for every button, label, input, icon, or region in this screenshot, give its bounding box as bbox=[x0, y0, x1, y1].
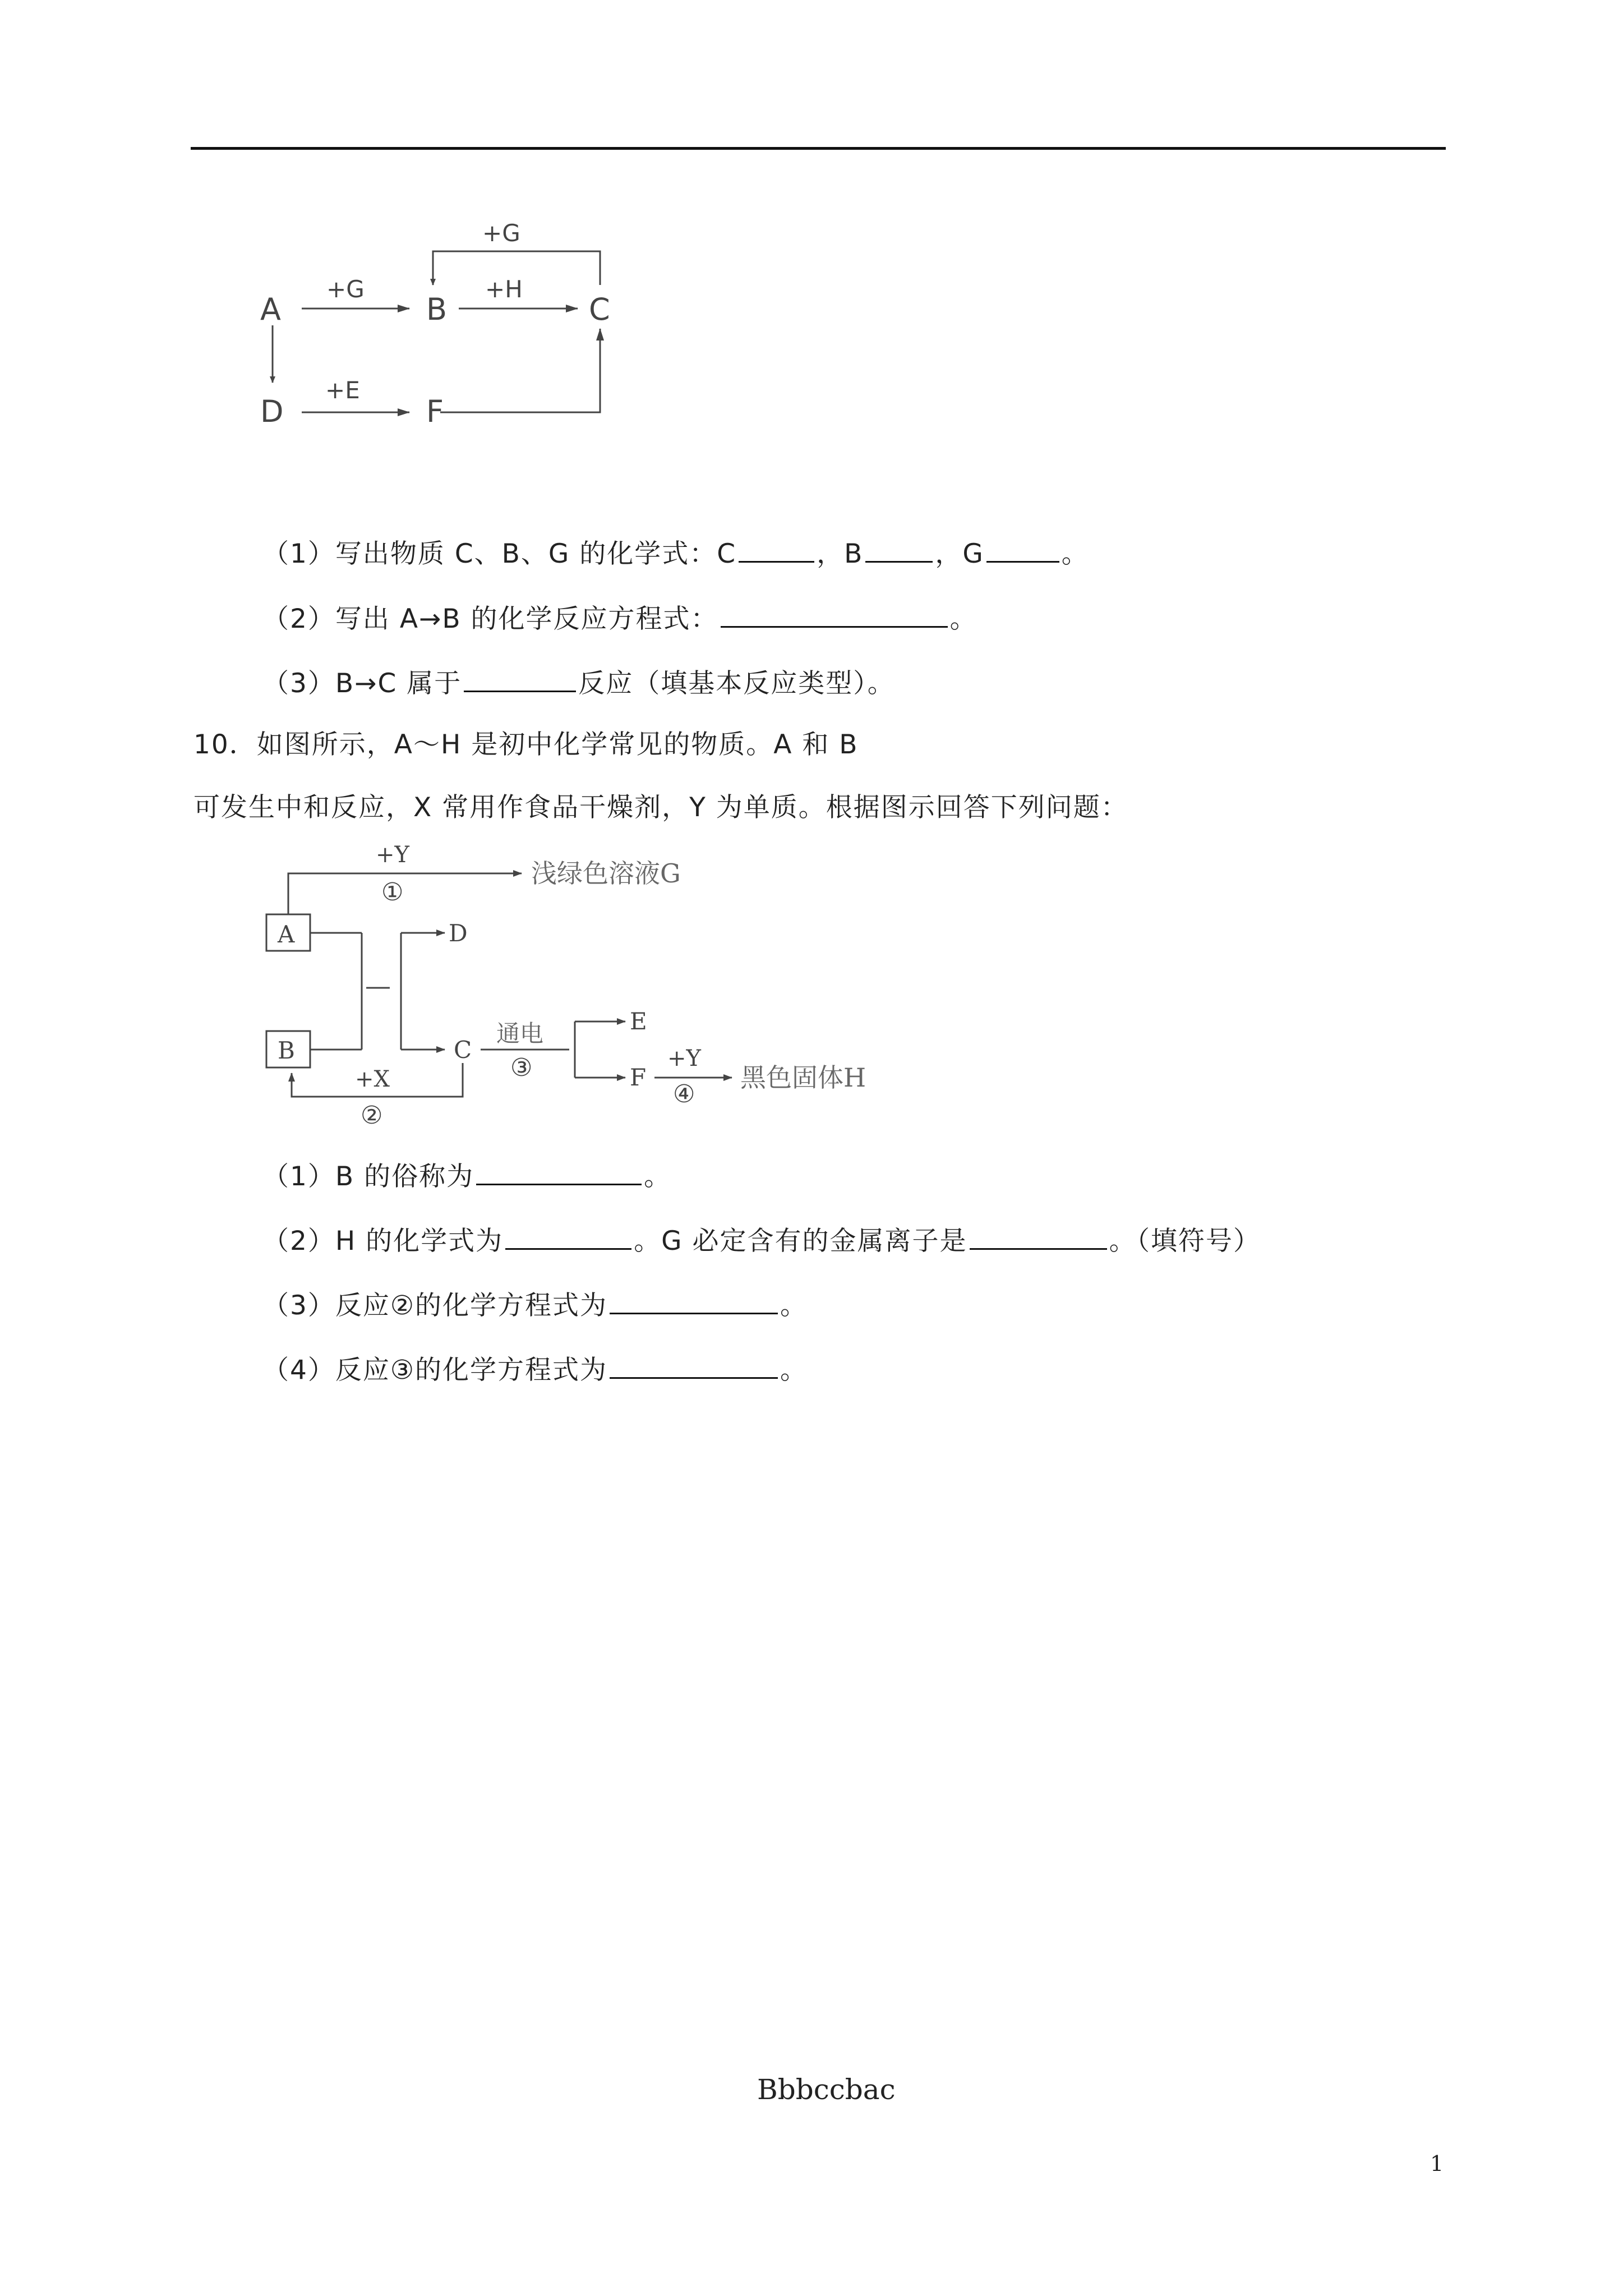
reaction-diagram-1 bbox=[247, 219, 651, 432]
q10-part3-prefix: （3）反应②的化学方程式为 bbox=[262, 1290, 608, 1321]
node-d-label: D bbox=[449, 919, 468, 947]
node-b: B bbox=[426, 292, 448, 327]
q10-part1-end: 。 bbox=[644, 1161, 672, 1192]
answer-blank-equation-2[interactable] bbox=[610, 1286, 778, 1314]
reaction3-number: ③ bbox=[510, 1053, 533, 1082]
q9-part1-end: 。 bbox=[1061, 539, 1089, 569]
q10-part2-end: 。（填符号） bbox=[1109, 1226, 1261, 1257]
q9-part1-sep2: ，G bbox=[935, 539, 984, 569]
q10-stem-line2: 可发生中和反应，X 常用作食品干燥剂，Y 为单质。根据图示回答下列问题： bbox=[193, 792, 1128, 823]
answer-blank-c[interactable] bbox=[739, 534, 814, 563]
label-c-to-b: +G bbox=[482, 219, 520, 247]
answer-blank-metal-ion[interactable] bbox=[970, 1221, 1107, 1250]
q9-part2-end: 。 bbox=[949, 604, 978, 634]
node-e-label: E bbox=[630, 1007, 647, 1035]
q10-part2 bbox=[262, 1221, 1261, 1258]
q9-part2 bbox=[262, 599, 978, 636]
plus-sign-dash: — bbox=[365, 970, 391, 1001]
q10-part4 bbox=[262, 1350, 808, 1387]
q9-part1-prefix: （1）写出物质 C、B、G 的化学式：C bbox=[262, 539, 737, 569]
q9-part2-prefix: （2）写出 A→B 的化学反应方程式： bbox=[262, 604, 718, 634]
reaction4-reagent: +Y bbox=[667, 1046, 701, 1071]
q10-part4-prefix: （4）反应③的化学方程式为 bbox=[262, 1355, 608, 1386]
node-d: D bbox=[260, 394, 284, 429]
box-b-label: B bbox=[278, 1037, 295, 1064]
q9-part3-prefix: （3）B→C 属于 bbox=[262, 668, 462, 699]
answer-blank-equation-a-b[interactable] bbox=[721, 599, 948, 628]
node-f-label: F bbox=[630, 1064, 647, 1091]
page-number: 1 bbox=[1430, 2151, 1444, 2176]
q10-part2-prefix: （2）H 的化学式为 bbox=[262, 1226, 504, 1257]
box-a-label: A bbox=[278, 921, 295, 948]
reaction2-number: ② bbox=[361, 1101, 383, 1130]
q10-part4-end: 。 bbox=[780, 1355, 808, 1386]
product-g-label: 浅绿色溶液G bbox=[531, 858, 681, 889]
footer-answer-key: Bbbccbac bbox=[757, 2073, 896, 2106]
label-a-to-b: +G bbox=[326, 275, 365, 303]
q9-part3 bbox=[262, 664, 895, 701]
q10-part3-end: 。 bbox=[780, 1290, 808, 1321]
answer-blank-g[interactable] bbox=[986, 534, 1059, 563]
reaction-diagram-2 bbox=[261, 839, 956, 1142]
node-f: F bbox=[426, 394, 444, 429]
electrolysis-label: 通电 bbox=[496, 1020, 544, 1047]
q9-part1 bbox=[262, 534, 1089, 571]
reaction4-number: ④ bbox=[673, 1080, 695, 1108]
q10-part1-prefix: （1）B 的俗称为 bbox=[262, 1161, 474, 1192]
reaction1-reagent: +Y bbox=[376, 842, 409, 868]
reaction2-reagent: +X bbox=[355, 1066, 390, 1092]
q10-stem-line1: 10．如图所示，A～H 是初中化学常见的物质。A 和 B bbox=[193, 729, 859, 760]
q10-part2-middle: 。G 必定含有的金属离子是 bbox=[634, 1226, 967, 1257]
answer-blank-reaction-type[interactable] bbox=[464, 664, 576, 692]
node-c: C bbox=[589, 292, 610, 327]
label-b-to-c: +H bbox=[485, 275, 523, 303]
node-c-label: C bbox=[454, 1036, 472, 1064]
answer-blank-equation-3[interactable] bbox=[610, 1350, 778, 1379]
reaction1-number: ① bbox=[381, 878, 404, 907]
q10-part1 bbox=[262, 1157, 671, 1194]
answer-blank-common-name[interactable] bbox=[476, 1157, 642, 1185]
q9-part1-sep1: ，B bbox=[817, 539, 864, 569]
label-d-to-f: +E bbox=[325, 376, 360, 404]
answer-blank-b[interactable] bbox=[865, 534, 933, 563]
node-a: A bbox=[260, 292, 281, 327]
q9-part3-suffix: 反应（填基本反应类型）。 bbox=[578, 668, 895, 699]
q10-part3 bbox=[262, 1286, 808, 1323]
answer-blank-h-formula[interactable] bbox=[505, 1221, 631, 1250]
header-rule bbox=[191, 147, 1446, 150]
product-h-label: 黑色固体H bbox=[740, 1062, 866, 1093]
